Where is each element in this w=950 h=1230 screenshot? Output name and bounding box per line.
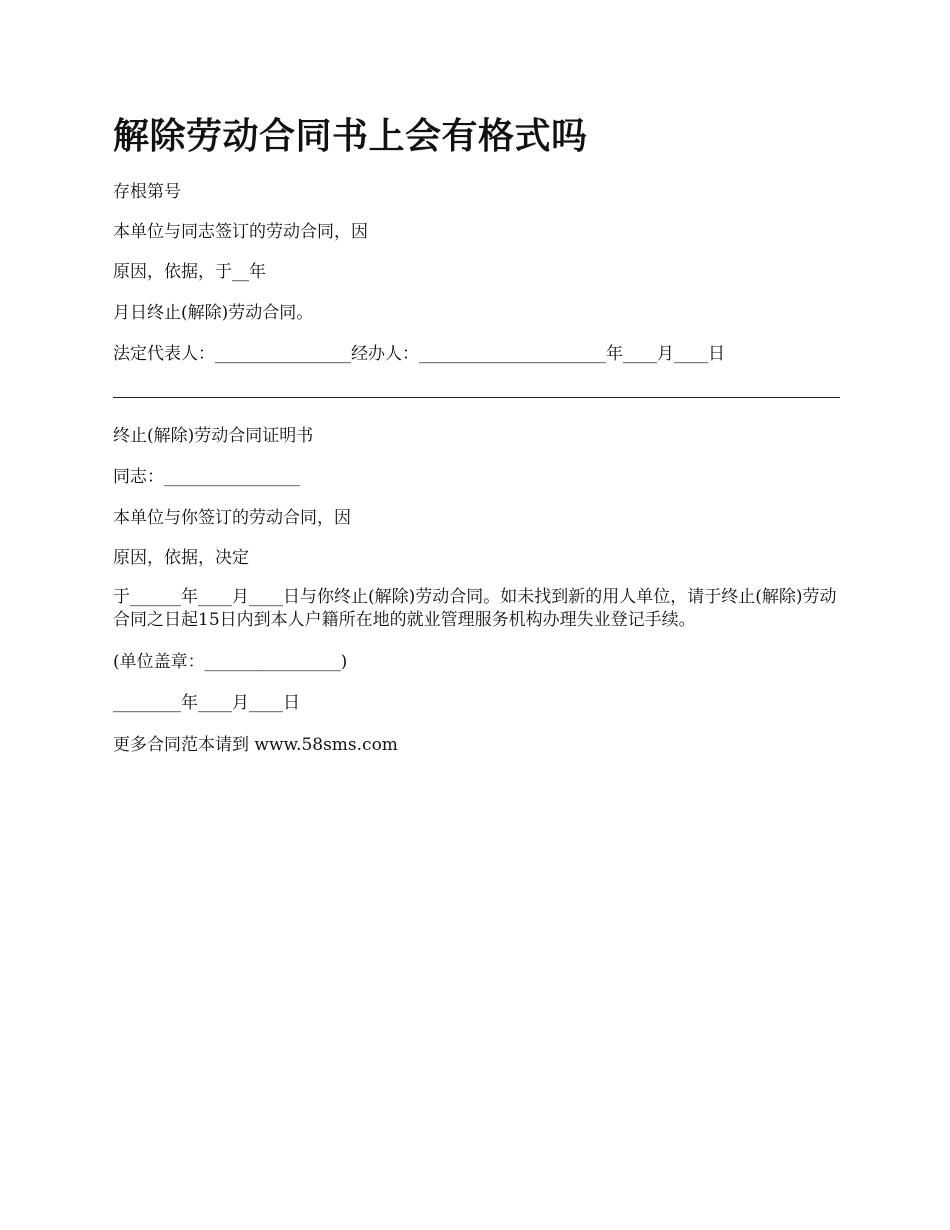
- separator-line: [113, 397, 840, 398]
- certificate-line-2: 原因，依据，决定: [113, 548, 249, 568]
- stub-line-1: 本单位与同志签订的劳动合同，因: [113, 222, 368, 242]
- certificate-date-line: ________年____月____日: [113, 693, 300, 713]
- stub-signature-line: 法定代表人：________________经办人：______________________年____月____日: [113, 344, 725, 364]
- stub-line-2: 原因，依据，于__年: [113, 262, 266, 282]
- certificate-heading: 终止(解除)劳动合同证明书: [113, 426, 314, 446]
- certificate-line-1: 本单位与你签订的劳动合同，因: [113, 508, 351, 528]
- stub-line-3: 月日终止(解除)劳动合同。: [113, 303, 314, 323]
- footer-link-text: 更多合同范本请到 www.58sms.com: [113, 735, 398, 755]
- document-title: 解除劳动合同书上会有格式吗: [113, 115, 588, 157]
- certificate-paragraph: 于______年____月____日与你终止(解除)劳动合同。如未找到新的用人单位，请于终止(解除)劳动合同之日起15日内到本人户籍所在地的就业管理服务机构办理失业登记手续。: [113, 587, 837, 630]
- stub-number-line: 存根第号: [113, 182, 181, 202]
- certificate-seal-line: (单位盖章：________________): [113, 652, 348, 672]
- certificate-comrade-line: 同志：________________: [113, 467, 300, 487]
